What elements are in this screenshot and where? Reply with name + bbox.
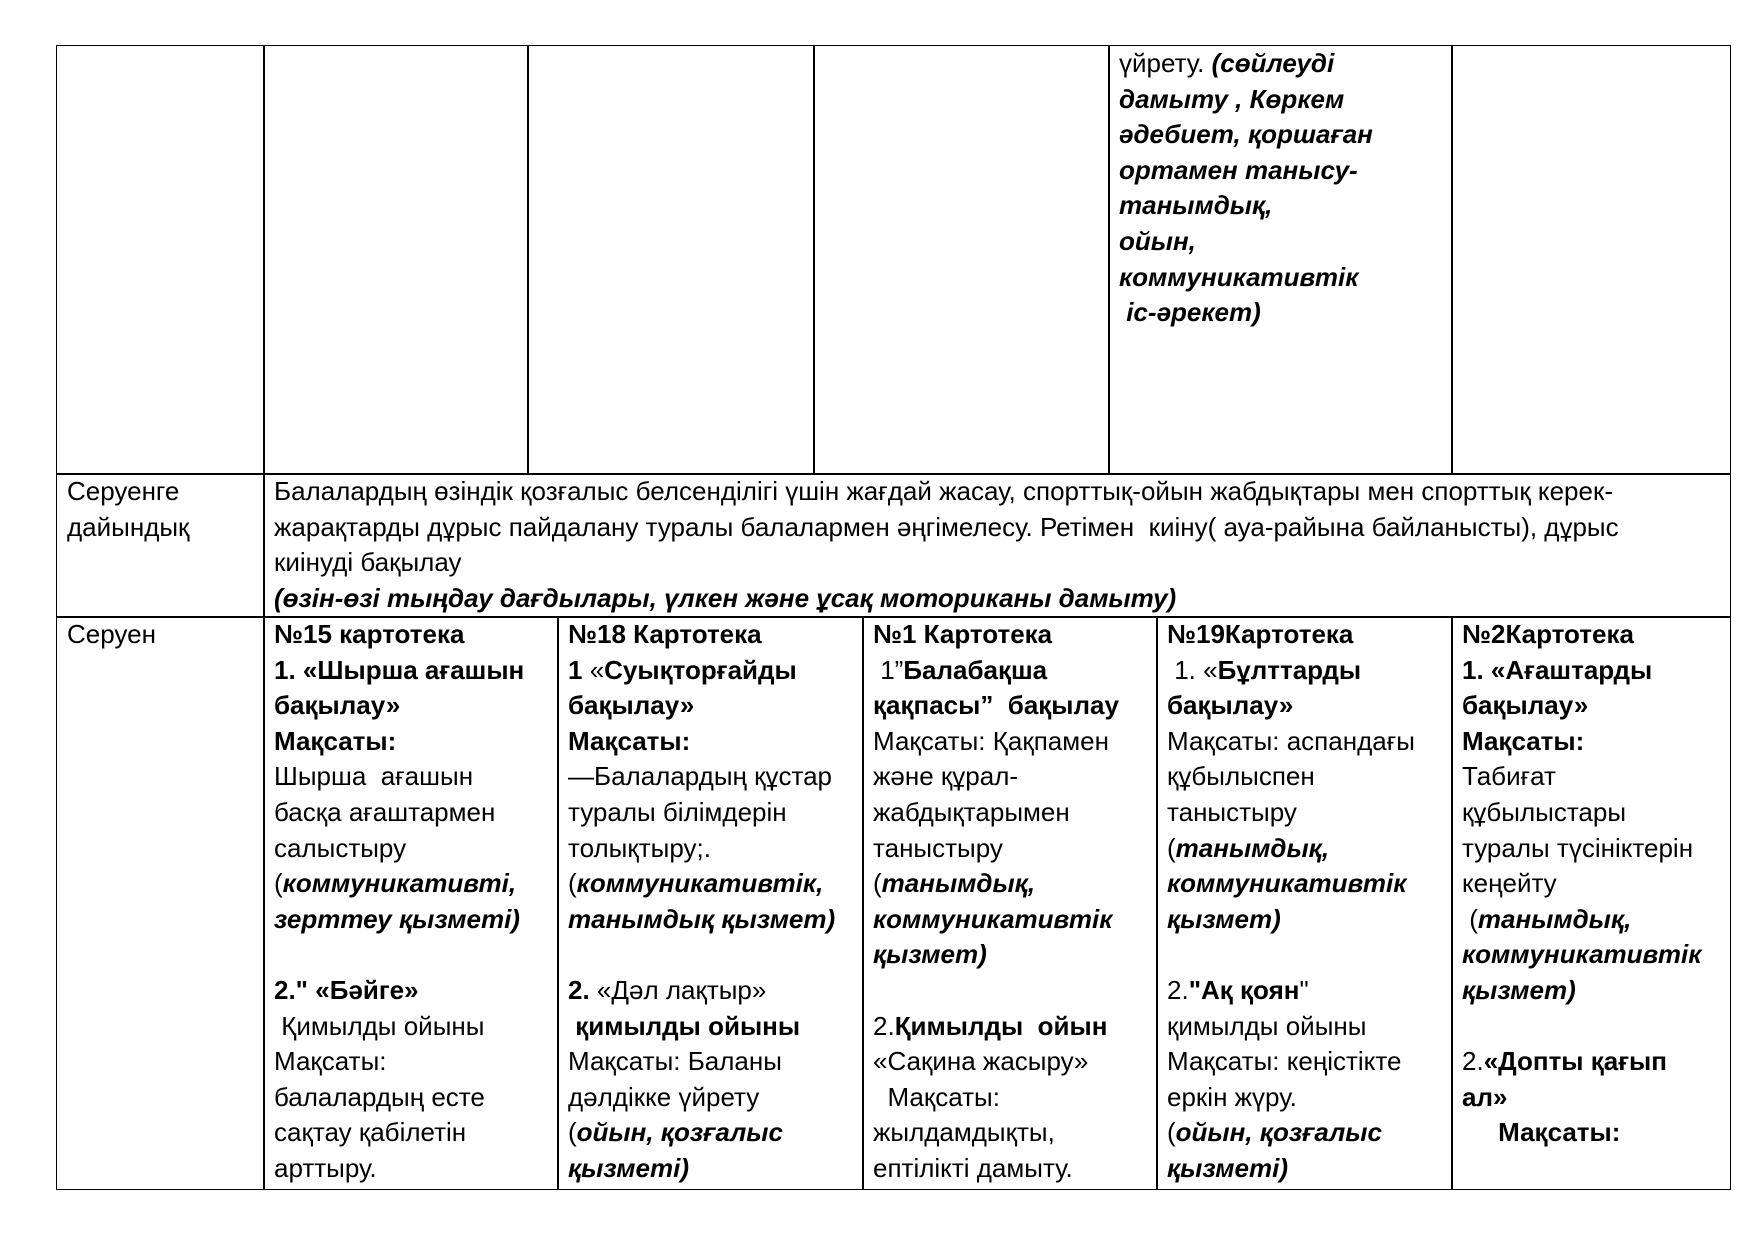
text-line [873,724,1157,760]
text-line [1462,937,1730,973]
text-line [1167,831,1452,867]
continuation-cell-4 [813,45,1110,475]
text-line [1167,902,1452,938]
text-line [274,902,558,938]
bold-text: 1 [568,654,590,685]
blank-line [274,937,558,973]
text-line [1462,617,1730,653]
text-line [1462,1115,1730,1151]
text-run: киінуді бақылау [274,547,462,578]
bold-italic-text: ойын, қозғалыс [576,1117,783,1148]
text-line [274,545,1730,581]
text-line [873,1009,1157,1045]
text-run: туралы білімдерін [568,796,787,827]
text-line [1119,260,1452,296]
text-line [873,902,1157,938]
blank-line [1167,937,1452,973]
text-line [274,617,558,653]
text-line [568,688,863,724]
bold-text: №2Картотека [1462,619,1634,649]
bold-text: 2. [568,974,590,1005]
text-run: және құрал- [873,761,1019,792]
bold-italic-text: қызметі) [1167,1152,1288,1183]
text-line [274,474,1730,510]
text-run: Мақсаты: [274,1046,387,1077]
text-run: сақтау қабілетін [274,1117,467,1148]
text-line [568,1009,863,1045]
text-run: толықтыру;. [568,832,711,863]
walk-prep-label-cell [56,473,265,618]
text-run: 2. [1167,974,1189,1005]
text-line [1167,1044,1452,1080]
bold-italic-text: дамыту , Көркем [1119,83,1345,114]
text-line [67,617,264,653]
bold-text: 1. «Шырша ағашын [274,654,525,685]
bold-italic-text: коммуникативтік [873,903,1113,934]
text-line [1167,1151,1452,1187]
text-line [274,1044,558,1080]
text-run: құбылыстары [1462,796,1627,827]
continuation-cell-6 [1451,45,1731,475]
text-line [568,1115,863,1151]
walk-card-cell-4 [1156,616,1453,1190]
text-line [1167,653,1452,689]
bold-text: 2." «Бәйге» [274,974,419,1005]
continuation-cell-5 [1108,45,1453,475]
bold-text: ал» [1462,1081,1508,1112]
bold-italic-text: (сөйлеуді [1211,48,1335,78]
text-line [568,902,863,938]
text-line [1167,1115,1452,1151]
blank-line [568,937,863,973]
text-run: кеңейту [1462,868,1557,899]
text-line [1119,153,1452,189]
walk-card-cell-3 [862,616,1158,1190]
bold-italic-text: коммуникативтік [1119,261,1359,292]
text-line [274,653,558,689]
text-line [1167,1080,1452,1116]
text-run: дайындық [67,511,190,542]
text-run: Мақсаты: кеңістікте [1167,1046,1402,1077]
text-run: дәлдікке үйрету [568,1081,760,1112]
text-line [873,759,1157,795]
text-line [568,617,863,653]
text-run: жылдамдықты, [873,1117,1055,1148]
bold-text: №15 картотека [274,619,465,649]
text-line [873,688,1157,724]
text-run: Серуенге [67,476,180,506]
bold-text: «Допты қағып [1483,1046,1667,1077]
continuation-cell-3 [527,45,815,475]
text-run: басқа ағаштармен [274,796,496,827]
text-line [873,1044,1157,1080]
text-line [873,1151,1157,1187]
text-line [1462,759,1730,795]
text-line [274,1115,558,1151]
text-run: ( [568,1117,577,1148]
text-run: ( [1462,903,1478,934]
text-run: ( [568,868,577,899]
text-line [1119,224,1452,260]
text-run: ( [274,868,283,899]
bold-text: Мақсаты: [568,725,691,756]
text-line [274,510,1730,546]
bold-text: Мақсаты: [1462,1117,1621,1148]
text-run: « [589,654,605,685]
text-line [873,1115,1157,1151]
bold-text: бақылау» [274,690,401,721]
text-line [1462,1080,1730,1116]
text-line [1462,724,1730,760]
text-line [1462,866,1730,902]
text-line [1167,617,1452,653]
text-run: таныстыру [873,832,1003,863]
text-run: Мақсаты: [873,1081,1000,1112]
text-line [1167,759,1452,795]
bold-italic-text: ойын, қозғалыс [1175,1117,1382,1148]
text-run: «Дәл лақтыр» [589,974,767,1005]
bold-italic-text: танымдық, [1175,832,1330,863]
text-line [1167,688,1452,724]
text-run: Шырша ағашын [274,761,474,792]
bold-italic-text: танымдық, [1119,190,1273,221]
text-line [274,724,558,760]
text-line [873,617,1157,653]
text-line [1167,724,1452,760]
text-run: жарақтарды дұрыс пайдалану туралы балалармен әңгімелесу. Ретімен киіну( ауа-райына байланысты), дұрыс [274,511,1619,542]
bold-text: бақылау» [1167,690,1294,721]
text-line [568,1151,863,1187]
bold-italic-text: әдебиет, қоршаған [1119,119,1373,150]
text-run: Балалардың өзіндік қозғалыс белсенділігі үшін жағдай жасау, спорттық-ойын жабдықтары мен спорттық керек- [274,476,1613,506]
text-run: салыстыру [274,832,407,863]
text-line [1119,188,1452,224]
text-line [873,1080,1157,1116]
bold-text: Мақсаты: [274,725,397,756]
text-line [1462,688,1730,724]
text-line [1119,117,1452,153]
bold-italic-text: (өзін-өзі тыңдау дағдылары, үлкен және ұсақ моториканы дамыту) [274,582,1177,613]
bold-italic-text: танымдық, [881,868,1036,899]
text-line [873,866,1157,902]
bold-italic-text: коммуникативті, [282,868,517,899]
text-line [274,973,558,1009]
text-run: арттыру. [274,1152,377,1183]
text-run: Табиғат [1462,761,1556,792]
blank-line [1462,1009,1730,1045]
text-run: Қимылды ойыны [274,1010,485,1041]
text-run: —Балалардың құстар [568,761,832,792]
text-run: туралы түсініктерін [1462,832,1694,863]
text-line [274,1080,558,1116]
text-run: " [1299,974,1309,1005]
text-line [1167,795,1452,831]
text-run: ( [1167,832,1176,863]
blank-line [873,973,1157,1009]
text-line [568,795,863,831]
text-line [1119,82,1452,118]
text-line [1167,1009,1452,1045]
text-run: «Сақина жасыру» [873,1046,1089,1077]
text-line [274,831,558,867]
text-line [1462,653,1730,689]
text-line [67,510,264,546]
text-line [1119,295,1452,331]
bold-italic-text: ойын, [1119,225,1196,256]
text-run: 1” [873,654,904,685]
text-line [873,653,1157,689]
bold-italic-text: іс-әрекет) [1119,297,1261,328]
text-line [274,1151,558,1187]
walk-label-cell [56,616,265,1190]
bold-text: Суықторғайды [604,654,797,685]
bold-italic-text: зерттеу қызметі) [274,903,520,934]
text-line [1462,1044,1730,1080]
text-line [274,759,558,795]
walk-card-cell-1 [263,616,559,1190]
bold-text: қақпасы” бақылау [873,690,1119,721]
text-line [568,759,863,795]
text-line [873,831,1157,867]
text-run: Мақсаты: Қақпамен [873,725,1109,756]
bold-text: Балабақша [903,654,1048,685]
text-run: құбылыспен [1167,761,1315,792]
bold-italic-text: коммуникативтік, [576,868,824,899]
bold-text: №19Картотека [1167,619,1354,649]
text-run: 1. « [1167,654,1218,685]
text-run: балалардың есте [274,1081,485,1112]
text-line [873,795,1157,831]
text-run: үйрету. [1119,48,1212,78]
continuation-cell-1 [56,45,265,475]
text-line [873,937,1157,973]
text-run: ( [1167,1117,1176,1148]
walk-card-cell-2 [557,616,864,1190]
bold-italic-text: қызмет) [873,939,987,970]
text-line [1462,831,1730,867]
text-line [1119,46,1452,82]
bold-text: №18 Картотека [568,619,762,649]
bold-text: Бұлттарды [1217,654,1362,685]
text-line [568,866,863,902]
bold-text: қимылды ойыны [568,1010,801,1041]
text-line [568,653,863,689]
text-line [568,1044,863,1080]
bold-text: Мақсаты: [1462,725,1585,756]
text-run: ептілікті дамыту. [873,1152,1073,1183]
text-run: 2. [1462,1046,1484,1077]
text-run: ( [873,868,882,899]
text-line [274,1009,558,1045]
text-run: Серуен [67,619,156,649]
text-line [1167,973,1452,1009]
text-line [568,831,863,867]
bold-text: бақылау» [568,690,695,721]
text-line [1462,795,1730,831]
bold-text: бақылау» [1462,690,1589,721]
bold-text: №1 Картотека [873,619,1053,649]
text-line [1167,866,1452,902]
walk-prep-content-cell [263,473,1731,618]
bold-italic-text: танымдық, [1477,903,1632,934]
text-run: 2. [873,1010,895,1041]
text-line [274,866,558,902]
text-line [1462,902,1730,938]
text-line [568,724,863,760]
text-run: Мақсаты: аспандағы [1167,725,1415,756]
text-line [568,973,863,1009]
text-line [1462,973,1730,1009]
text-line [568,1080,863,1116]
text-run: еркін жүру. [1167,1081,1297,1112]
bold-italic-text: қызметі) [568,1152,689,1183]
bold-italic-text: ортамен танысу- [1119,154,1358,185]
text-run: жабдықтарымен [873,796,1070,827]
text-run: қимылды ойыны [1167,1010,1367,1041]
bold-italic-text: қызмет) [1462,974,1576,1005]
text-line [67,474,264,510]
bold-italic-text: танымдық қызмет) [568,903,836,934]
text-line [274,688,558,724]
text-line [274,795,558,831]
bold-italic-text: коммуникативтік [1462,939,1702,970]
continuation-cell-2 [263,45,529,475]
text-line [274,581,1730,617]
bold-text: "Ақ қоян [1188,974,1300,1005]
text-run: Мақсаты: Баланы [568,1046,782,1077]
bold-italic-text: коммуникативтік [1167,868,1407,899]
text-run: таныстыру [1167,796,1297,827]
walk-card-cell-5 [1451,616,1731,1190]
bold-text: 1. «Ағаштарды [1462,654,1653,685]
bold-italic-text: қызмет) [1167,903,1281,934]
bold-text: Қимылды ойын [894,1010,1108,1041]
